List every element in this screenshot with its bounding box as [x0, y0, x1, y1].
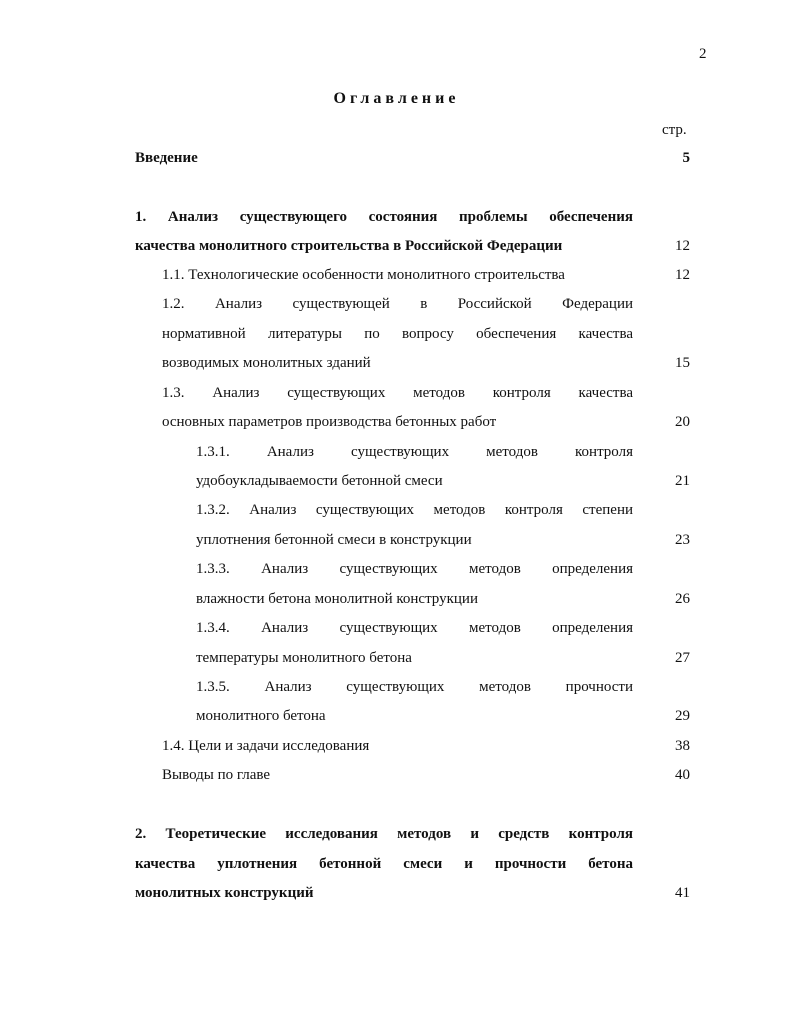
toc-entry-page: 20 [675, 414, 690, 430]
toc-entry-title-line: 1.3.5. Анализ существующих методов прочности [196, 679, 633, 695]
document-title: Оглавление [333, 90, 460, 107]
toc-entry-page: 12 [675, 238, 690, 254]
toc-entry-title-line: монолитных конструкций [135, 885, 314, 901]
page-column-header: стр. [662, 122, 687, 138]
toc-entry-page: 29 [675, 708, 690, 724]
toc-entry-title-line: 1.3.3. Анализ существующих методов определения [196, 561, 633, 577]
toc-entry-title: 1.1. Технологические особенности монолитного строительства [162, 267, 565, 283]
toc-entry-title: 1.4. Цели и задачи исследования [162, 738, 370, 754]
toc-entry-title: Выводы по главе [162, 767, 271, 783]
toc-entry-title-line: качества монолитного строительства в Российской Федерации [135, 238, 563, 254]
toc-entry-page: 26 [675, 591, 690, 607]
toc-entry-title-line: качества уплотнения бетонной смеси и прочности бетона [135, 856, 633, 872]
toc-entry-title-line: 1.2. Анализ существующей в Российской Федерации [162, 296, 633, 312]
toc-entry-title-line: 2. Теоретические исследования методов и средств контроля [135, 826, 633, 842]
toc-entry-page: 23 [675, 532, 690, 548]
toc-entry-title-line: монолитного бетона [196, 708, 326, 724]
toc-entry-title-line: температуры монолитного бетона [196, 650, 412, 666]
toc-entry-page: 21 [675, 473, 690, 489]
toc-entry-title-line: удобоукладываемости бетонной смеси [196, 473, 443, 489]
toc-entry-page: 27 [675, 650, 690, 666]
toc-entry-page: 40 [675, 767, 690, 783]
toc-entry-page: 15 [675, 355, 690, 371]
toc-entry-title-line: основных параметров производства бетонных работ [162, 414, 497, 430]
toc-entry-title-line: уплотнения бетонной смеси в конструкции [196, 532, 472, 548]
toc-entry-page: 12 [675, 267, 690, 283]
toc-entry-page: 41 [675, 885, 690, 901]
toc-entry-title-line: 1.3.2. Анализ существующих методов контроля степени [196, 502, 633, 518]
toc-entry-title-line: нормативной литературы по вопросу обеспечения качества [162, 326, 633, 342]
toc-entry-page: 5 [682, 150, 690, 166]
toc-entry-title-line: влажности бетона монолитной конструкции [196, 591, 478, 607]
toc-entry-title: Введение [135, 150, 198, 166]
toc-entry-title-line: 1.3.1. Анализ существующих методов контроля [196, 444, 633, 460]
toc-entry-title-line: 1. Анализ существующего состояния проблемы обеспечения [135, 209, 633, 225]
toc-entry-page: 38 [675, 738, 690, 754]
page-number: 2 [699, 46, 707, 62]
toc-entry-title-line: 1.3.4. Анализ существующих методов определения [196, 620, 633, 636]
toc-entry-title-line: возводимых монолитных зданий [162, 355, 371, 371]
toc-entry-title-line: 1.3. Анализ существующих методов контроля качества [162, 385, 633, 401]
